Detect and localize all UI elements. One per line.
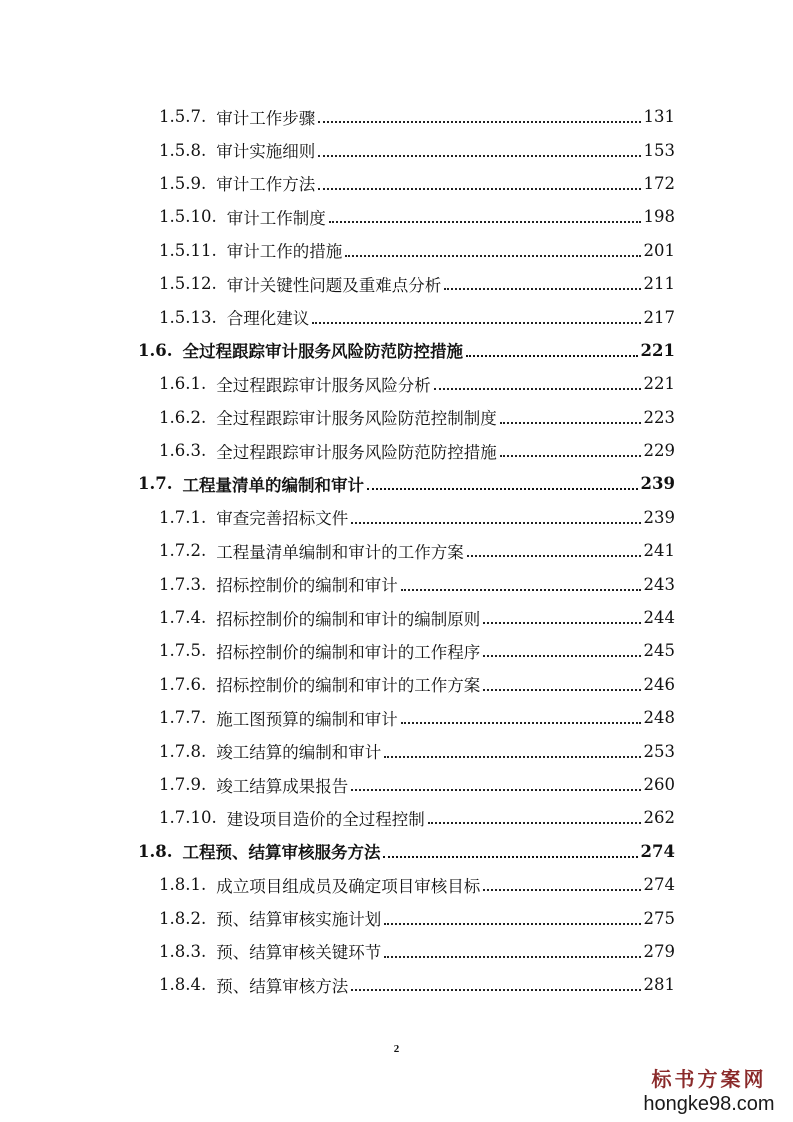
toc-entry-number: 1.7.6. — [159, 674, 207, 694]
toc-entry-number: 1.7.10. — [159, 808, 217, 828]
toc-entry-title: 竣工结算的编制和审计 — [216, 743, 382, 763]
toc-dot-leader — [329, 220, 641, 223]
toc-entry-page: 275 — [643, 908, 675, 928]
toc-entry-page: 172 — [643, 173, 675, 193]
toc-subsection-entry[interactable] — [0, 200, 675, 233]
toc-section-entry[interactable] — [0, 467, 675, 500]
toc-entry-page: 217 — [643, 307, 675, 327]
toc-entry-title: 审计工作的措施 — [226, 242, 343, 262]
toc-subsection-entry[interactable] — [0, 601, 675, 634]
toc-entry-title: 审计工作制度 — [226, 208, 326, 228]
toc-entry-number: 1.8.3. — [159, 941, 207, 961]
toc-entry-number: 1.5.10. — [159, 207, 217, 227]
watermark — [639, 1068, 779, 1116]
toc-dot-leader — [383, 855, 637, 858]
toc-entry-title: 审计工作方法 — [216, 175, 316, 195]
toc-entry-title: 工程量清单的编制和审计 — [182, 475, 364, 495]
toc-entry-number: 1.6.3. — [159, 441, 207, 461]
toc-entry-number: 1.5.9. — [159, 173, 207, 193]
toc-entry-page: 221 — [640, 340, 675, 360]
toc-dot-leader — [318, 120, 640, 123]
toc-entry-title: 全过程跟踪审计服务风险防范防控措施 — [216, 442, 497, 462]
toc-entry-page: 211 — [643, 274, 675, 294]
toc-dot-leader — [466, 354, 638, 357]
toc-entry-page: 221 — [643, 374, 675, 394]
toc-dot-leader — [384, 755, 640, 758]
toc-entry-page: 262 — [643, 808, 675, 828]
toc-entry-number: 1.7.8. — [159, 741, 207, 761]
toc-entry-number: 1.6. — [138, 340, 173, 360]
toc-entry-title: 施工图预算的编制和审计 — [216, 709, 398, 729]
toc-dot-leader — [384, 955, 640, 958]
toc-entry-title: 预、结算审核关键环节 — [216, 943, 382, 963]
table-of-contents — [0, 100, 793, 1002]
toc-entry-number: 1.5.8. — [159, 140, 207, 160]
toc-entry-number: 1.7.4. — [159, 608, 207, 628]
toc-subsection-entry[interactable] — [0, 968, 675, 1001]
toc-dot-leader — [483, 621, 640, 624]
toc-entry-title: 工程量清单编制和审计的工作方案 — [216, 542, 464, 562]
toc-entry-page: 229 — [643, 441, 675, 461]
toc-entry-page: 253 — [643, 741, 675, 761]
toc-entry-number: 1.7.7. — [159, 708, 207, 728]
toc-entry-number: 1.7.9. — [159, 775, 207, 794]
toc-dot-leader — [384, 922, 640, 925]
toc-entry-title: 招标控制价的编制和审计的工作方案 — [216, 676, 481, 696]
toc-entry-title: 招标控制价的编制和审计的工作程序 — [216, 642, 481, 662]
toc-dot-leader — [483, 888, 640, 891]
toc-subsection-entry[interactable] — [0, 100, 675, 133]
toc-entry-page: 260 — [643, 775, 675, 794]
toc-entry-page: 279 — [643, 941, 675, 961]
toc-entry-number: 1.7. — [138, 474, 173, 494]
toc-dot-leader — [351, 988, 640, 991]
toc-entry-number: 1.5.12. — [159, 274, 217, 294]
toc-entry-page: 281 — [643, 975, 675, 995]
toc-subsection-entry[interactable] — [0, 567, 675, 600]
toc-entry-title: 预、结算审核实施计划 — [216, 910, 382, 930]
toc-entry-title: 合理化建议 — [226, 309, 310, 329]
toc-entry-title: 审查完善招标文件 — [216, 509, 349, 529]
toc-entry-page: 241 — [643, 541, 675, 561]
toc-entry-page: 239 — [643, 507, 675, 527]
toc-entry-number: 1.5.13. — [159, 307, 217, 327]
toc-entry-page: 243 — [643, 574, 675, 594]
toc-section-entry[interactable] — [0, 835, 675, 868]
toc-entry-page: 198 — [643, 207, 675, 227]
toc-entry-title: 工程预、结算审核服务方法 — [182, 843, 381, 863]
toc-dot-leader — [351, 521, 640, 524]
toc-entry-page: 153 — [643, 140, 675, 160]
toc-entry-number: 1.8.1. — [159, 875, 207, 895]
watermark-url: hongke98.com — [643, 1093, 775, 1115]
toc-section-entry[interactable] — [0, 334, 675, 367]
toc-entry-title: 审计关键性问题及重难点分析 — [226, 275, 442, 295]
toc-entry-title: 审计工作步骤 — [216, 108, 316, 128]
toc-entry-title: 成立项目组成员及确定项目审核目标 — [216, 876, 481, 896]
toc-dot-leader — [483, 654, 640, 657]
toc-subsection-entry[interactable] — [0, 367, 675, 400]
toc-subsection-entry[interactable] — [0, 801, 675, 834]
toc-dot-leader — [483, 688, 640, 691]
toc-entry-title: 预、结算审核方法 — [216, 976, 349, 996]
toc-entry-title: 全过程跟踪审计服务风险防范控制制度 — [216, 409, 497, 429]
toc-entry-number: 1.5.7. — [159, 107, 207, 127]
toc-dot-leader — [367, 487, 638, 490]
toc-entry-title: 审计实施细则 — [216, 142, 316, 162]
toc-subsection-entry[interactable] — [0, 668, 675, 701]
toc-entry-page: 245 — [643, 641, 675, 661]
toc-dot-leader — [500, 421, 641, 424]
toc-subsection-entry[interactable] — [0, 534, 675, 567]
toc-subsection-entry[interactable] — [0, 734, 675, 767]
toc-subsection-entry[interactable] — [0, 935, 675, 968]
toc-subsection-entry[interactable] — [0, 167, 675, 200]
toc-dot-leader — [500, 454, 641, 457]
toc-dot-leader — [345, 254, 640, 257]
toc-subsection-entry[interactable] — [0, 434, 675, 467]
toc-dot-leader — [401, 721, 641, 724]
toc-entry-number: 1.7.5. — [159, 641, 207, 661]
toc-entry-number: 1.8.4. — [159, 975, 207, 995]
toc-entry-title: 招标控制价的编制和审计 — [216, 576, 398, 596]
toc-dot-leader — [351, 788, 640, 791]
toc-entry-page: 244 — [643, 608, 675, 628]
toc-entry-title: 招标控制价的编制和审计的编制原则 — [216, 609, 481, 629]
toc-entry-page: 246 — [643, 674, 675, 694]
toc-entry-page: 201 — [643, 240, 675, 260]
toc-entry-number: 1.8. — [138, 841, 173, 861]
toc-dot-leader — [318, 187, 640, 190]
toc-entry-number: 1.7.1. — [159, 507, 207, 527]
toc-entry-title: 建设项目造价的全过程控制 — [226, 809, 425, 829]
toc-entry-page: 131 — [643, 107, 675, 127]
toc-subsection-entry[interactable] — [0, 267, 675, 300]
toc-subsection-entry[interactable] — [0, 501, 675, 534]
toc-subsection-entry[interactable] — [0, 133, 675, 166]
toc-dot-leader — [444, 287, 640, 290]
toc-dot-leader — [467, 554, 641, 557]
toc-entry-title: 全过程跟踪审计服务风险分析 — [216, 375, 431, 395]
toc-dot-leader — [401, 588, 641, 591]
toc-entry-page: 239 — [640, 474, 675, 494]
toc-dot-leader — [434, 387, 641, 390]
toc-subsection-entry[interactable] — [0, 234, 675, 267]
toc-entry-number: 1.5.11. — [159, 240, 217, 260]
toc-entry-number: 1.7.3. — [159, 574, 207, 594]
toc-entry-page: 274 — [643, 875, 675, 895]
toc-entry-page: 223 — [643, 407, 675, 427]
toc-dot-leader — [312, 321, 640, 324]
toc-subsection-entry[interactable] — [0, 300, 675, 333]
toc-entry-page: 274 — [640, 841, 675, 861]
toc-dot-leader — [428, 821, 641, 824]
toc-subsection-entry[interactable] — [0, 768, 675, 801]
toc-subsection-entry[interactable] — [0, 401, 675, 434]
toc-subsection-entry[interactable] — [0, 868, 675, 901]
page-number: 2 — [393, 1043, 400, 1055]
toc-subsection-entry[interactable] — [0, 634, 675, 667]
toc-subsection-entry[interactable] — [0, 701, 675, 734]
toc-entry-page: 248 — [643, 708, 675, 728]
watermark-title: 标书方案网 — [651, 1069, 767, 1091]
toc-dot-leader — [318, 154, 640, 157]
toc-entry-number: 1.8.2. — [159, 908, 207, 928]
toc-entry-number: 1.7.2. — [159, 541, 207, 561]
toc-entry-number: 1.6.1. — [159, 374, 207, 394]
toc-entry-title: 竣工结算成果报告 — [216, 776, 349, 796]
toc-entry-number: 1.6.2. — [159, 407, 207, 427]
toc-subsection-entry[interactable] — [0, 901, 675, 934]
toc-entry-title: 全过程跟踪审计服务风险防范防控措施 — [182, 342, 463, 362]
